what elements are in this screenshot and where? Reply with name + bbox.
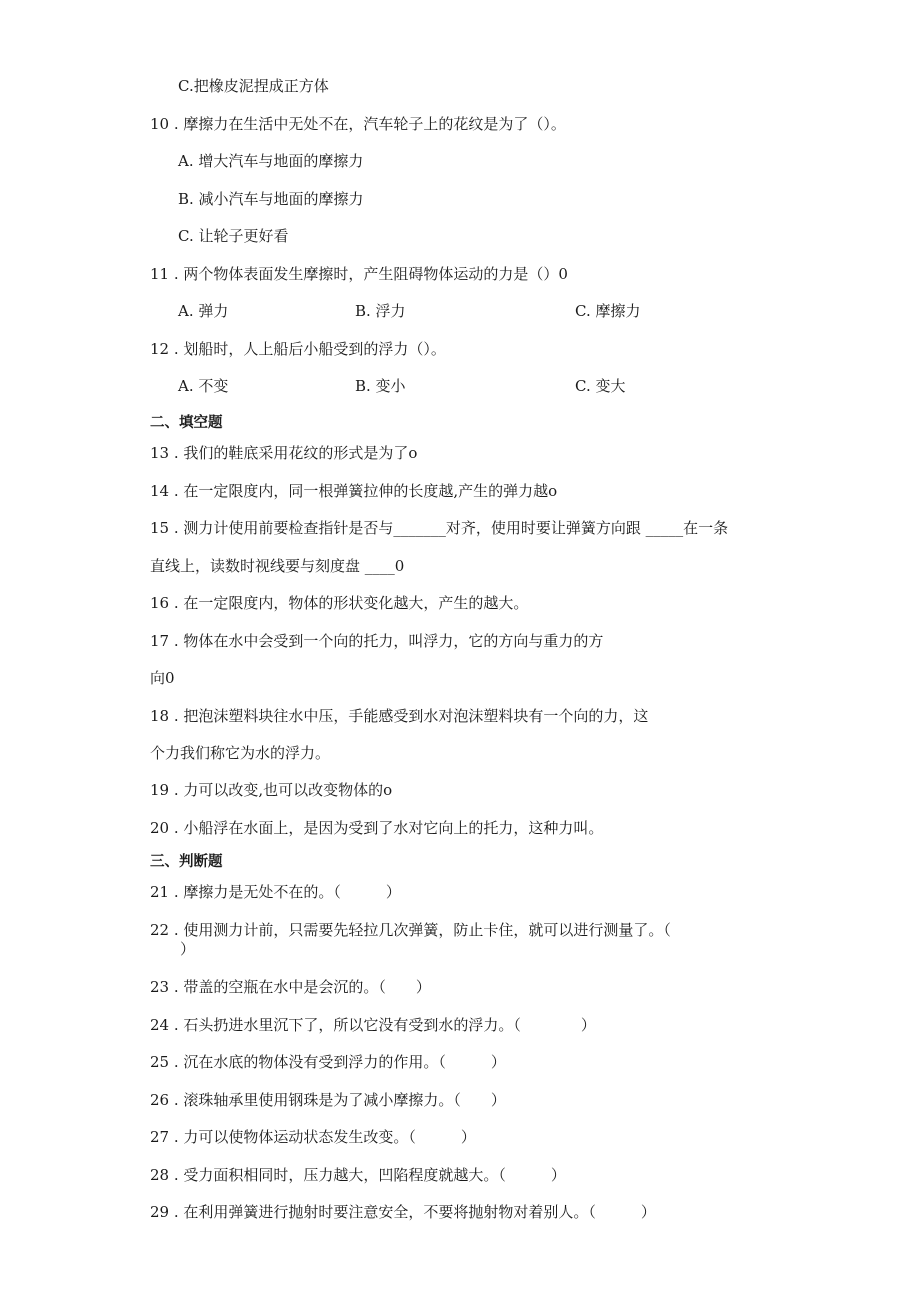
question-15-cont: 直线上，读数时视线要与刻度盘 ____0 xyxy=(150,557,405,575)
question-23: 23 . 带盖的空瓶在水中是会沉的。（ ） xyxy=(150,978,431,996)
question-26: 26 . 滚珠轴承里使用钢珠是为了减小摩擦力。（ ） xyxy=(150,1091,506,1109)
question-27: 27 . 力可以使物体运动状态发生改变。（ ） xyxy=(150,1128,476,1146)
question-29: 29 . 在利用弹簧进行抛射时要注意安全，不要将抛射物对着别人。（ ） xyxy=(150,1203,656,1221)
question-14: 14 . 在一定限度内，同一根弹簧拉伸的长度越,产生的弹力越o xyxy=(150,482,558,500)
question-12: 12 . 划船时，人上船后小船受到的浮力（）。 xyxy=(150,340,446,358)
question-19: 19 . 力可以改变,也可以改变物体的o xyxy=(150,781,393,799)
q10-option-b: B. 减小汽车与地面的摩擦力 xyxy=(178,190,364,208)
question-15: 15 . 测力计使用前要检查指针是否与_______对齐，使用时要让弹簧方向跟 _____在一条 xyxy=(150,519,729,537)
q12-option-c: C. 变大 xyxy=(575,377,626,395)
q11-option-a: A. 弹力 xyxy=(178,302,229,320)
question-25: 25 . 沉在水底的物体没有受到浮力的作用。（ ） xyxy=(150,1053,506,1071)
q11-option-c: C. 摩擦力 xyxy=(575,302,641,320)
q10-option-c: C. 让轮子更好看 xyxy=(178,227,289,245)
q11-option-b: B. 浮力 xyxy=(355,302,406,320)
section-true-false-heading: 三、判断题 xyxy=(150,854,223,870)
question-24: 24 . 石头扔进水里沉下了，所以它没有受到水的浮力。（ ） xyxy=(150,1016,596,1034)
section-fill-blank-heading: 二、填空题 xyxy=(150,415,223,431)
question-11: 11 . 两个物体表面发生摩擦时，产生阻碍物体运动的力是（）0 xyxy=(150,265,568,283)
question-18-cont: 个力我们称它为水的浮力。 xyxy=(150,744,331,762)
q12-option-a: A. 不变 xyxy=(178,377,229,395)
question-13: 13 . 我们的鞋底采用花纹的形式是为了o xyxy=(150,444,418,462)
q10-option-a: A. 增大汽车与地面的摩擦力 xyxy=(178,152,364,170)
question-10: 10 . 摩擦力在生活中无处不在，汽车轮子上的花纹是为了（）。 xyxy=(150,115,566,133)
question-28: 28 . 受力面积相同时，压力越大，凹陷程度就越大。（ ） xyxy=(150,1166,566,1184)
q12-options xyxy=(0,376,920,396)
q12-option-b: B. 变小 xyxy=(355,377,406,395)
question-21: 21 . 摩擦力是无处不在的。（ ） xyxy=(150,883,401,901)
question-17-cont: 向0 xyxy=(150,669,175,687)
question-22: 22 . 使用测力计前，只需要先轻拉几次弹簧，防止卡住，就可以进行测量了。（ xyxy=(150,921,671,939)
question-20: 20 . 小船浮在水面上，是因为受到了水对它向上的托力，这种力叫。 xyxy=(150,819,604,837)
question-18: 18 . 把泡沫塑料块往水中压，手能感受到水对泡沫塑料块有一个向的力，这 xyxy=(150,707,649,725)
question-22-cont: ） xyxy=(180,940,196,958)
question-17: 17 . 物体在水中会受到一个向的托力，叫浮力，它的方向与重力的方 xyxy=(150,632,604,650)
question-16: 16 . 在一定限度内，物体的形状变化越大，产生的越大。 xyxy=(150,594,529,612)
q9-option-c: C.把橡皮泥捏成正方体 xyxy=(178,77,329,95)
q11-options xyxy=(0,301,920,321)
